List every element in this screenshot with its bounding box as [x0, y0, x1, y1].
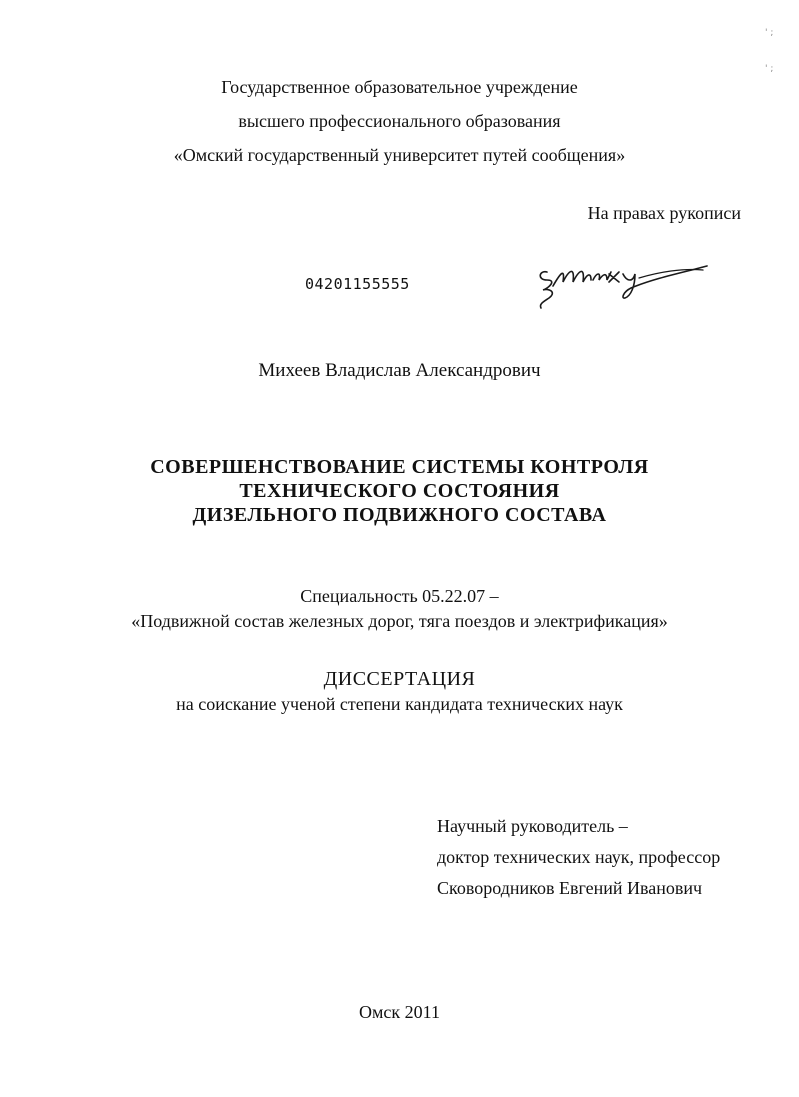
institution-line-3: «Омский государственный университет путей сообщения» [173, 145, 626, 165]
supervisor-name: Сковородников Евгений Иванович [437, 878, 703, 898]
dissertation-title [0, 455, 799, 527]
dissertation-degree: на соискание ученой степени кандидата технических наук [176, 694, 623, 714]
supervisor-label: Научный руководитель – [437, 816, 628, 836]
institution-block [0, 76, 799, 178]
manuscript-rights-note: На правах рукописи [587, 203, 741, 223]
dissertation-heading: ДИССЕРТАЦИЯ [323, 668, 476, 690]
specialty-name: «Подвижной состав железных дорог, тяга поездов и электрификация» [131, 611, 668, 631]
supervisor-block [437, 816, 720, 909]
supervisor-degree: доктор технических наук, профессор [437, 847, 721, 867]
title-line-3: ДИЗЕЛЬНОГО ПОДВИЖНОГО СОСТАВА [192, 504, 607, 526]
title-line-1: СОВЕРШЕНСТВОВАНИЕ СИСТЕМЫ КОНТРОЛЯ [150, 456, 649, 478]
margin-mark-top: ' ; [765, 28, 774, 38]
title-line-2: ТЕХНИЧЕСКОГО СОСТОЯНИЯ [239, 480, 560, 502]
institution-line-1: Государственное образовательное учреждение [221, 77, 578, 97]
author-name: Михеев Владислав Александрович [258, 360, 541, 381]
institution-line-2: высшего профессионального образования [238, 111, 561, 131]
place-year: Омск 2011 [359, 1002, 440, 1022]
specialty-code: Специальность 05.22.07 – [300, 586, 499, 606]
handwritten-signature [535, 252, 715, 312]
registration-number: 04201155555 [305, 275, 410, 293]
specialty-block [0, 585, 799, 635]
margin-mark-bottom: ' ; [765, 64, 774, 74]
